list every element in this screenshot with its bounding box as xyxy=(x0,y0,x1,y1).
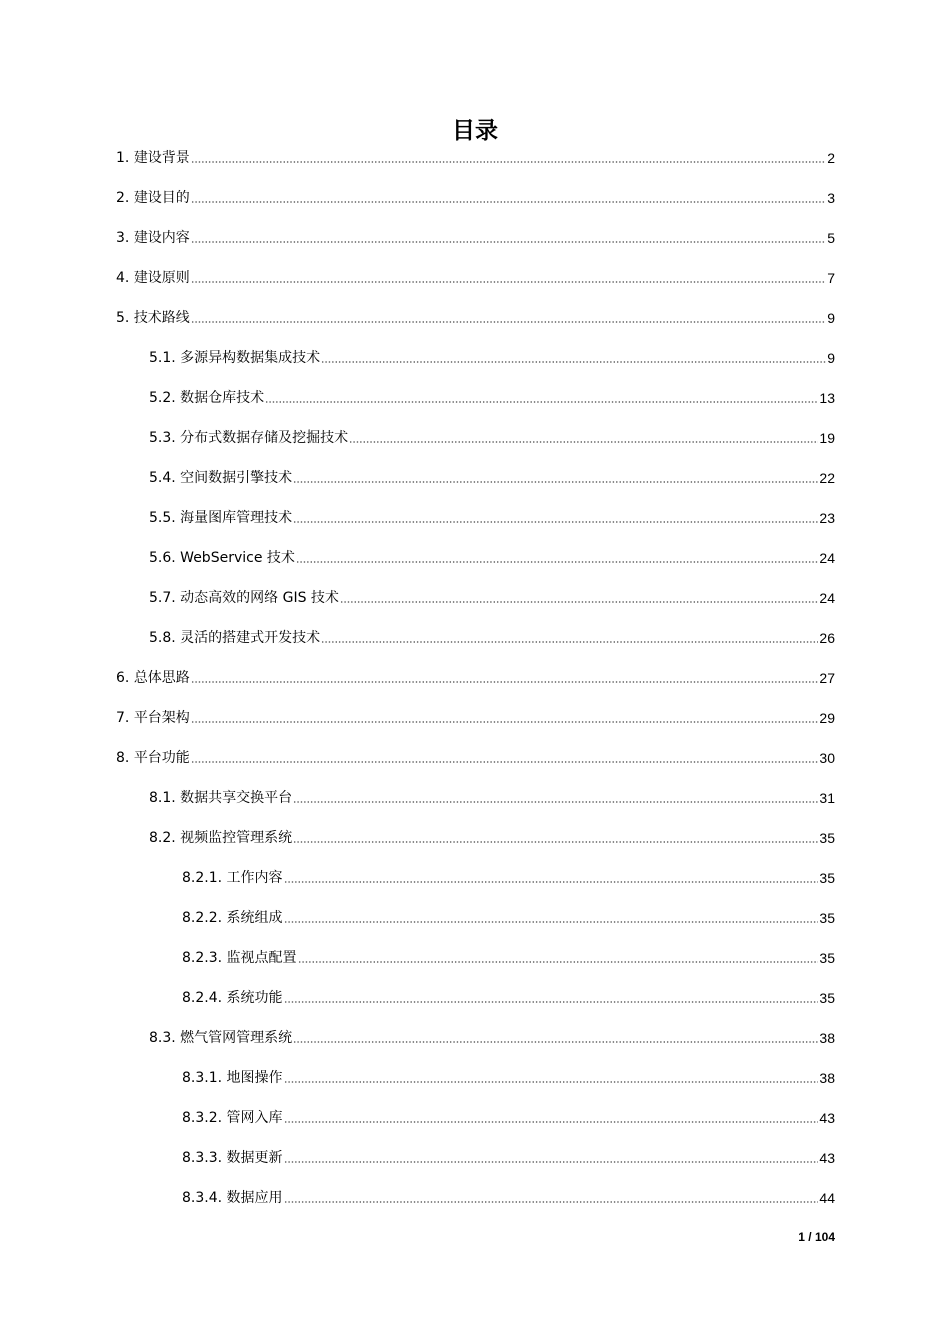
toc-entry-title: 系统功能 xyxy=(226,990,283,1006)
toc-entry-number: 8.3. xyxy=(149,1030,176,1046)
toc-entry-label xyxy=(116,149,190,167)
toc-entry-number: 8.3.1. xyxy=(182,1070,223,1086)
toc-page-number: 2 xyxy=(827,150,835,166)
toc-entry-number: 1. xyxy=(116,150,130,166)
toc-entry-number: 5.6. xyxy=(149,550,176,566)
dot-leader xyxy=(191,281,826,283)
toc-entry[interactable] xyxy=(182,943,835,967)
toc-entry-label xyxy=(116,229,190,247)
toc-entry-label xyxy=(182,1189,283,1207)
toc-page-number: 31 xyxy=(819,790,835,806)
toc-entry-label xyxy=(149,389,264,407)
toc-entry-number: 5.7. xyxy=(149,590,176,606)
toc-page-number: 35 xyxy=(819,910,835,926)
toc-entry-title: 监视点配置 xyxy=(226,950,297,966)
toc-entry-title: 数据更新 xyxy=(226,1150,283,1166)
toc-entry-label xyxy=(116,709,190,727)
toc-entry-number: 8.2.2. xyxy=(182,910,223,926)
toc-entry[interactable] xyxy=(116,303,835,327)
toc-page-number: 24 xyxy=(819,590,835,606)
toc-entry-number: 8.3.2. xyxy=(182,1110,223,1126)
toc-entry-title: 动态高效的网络 GIS 技术 xyxy=(180,590,339,606)
toc-entry-title: 数据共享交换平台 xyxy=(180,790,293,806)
toc-entry-label xyxy=(182,949,297,967)
dot-leader xyxy=(293,521,818,523)
dot-leader xyxy=(321,361,826,363)
dot-leader xyxy=(296,561,819,563)
toc-entry-number: 2. xyxy=(116,190,130,206)
toc-entry-label xyxy=(149,829,292,847)
toc-page-number: 9 xyxy=(827,310,835,326)
toc-page-number: 19 xyxy=(819,430,835,446)
toc-page-number: 44 xyxy=(819,1190,835,1206)
dot-leader xyxy=(321,641,818,643)
page-separator: / xyxy=(808,1230,812,1244)
toc-entry[interactable] xyxy=(149,463,835,487)
toc-entry[interactable] xyxy=(116,663,835,687)
dot-leader xyxy=(284,921,819,923)
toc-entry-label xyxy=(149,629,320,647)
toc-page-number: 35 xyxy=(819,990,835,1006)
dot-leader xyxy=(293,1041,818,1043)
toc-entry-number: 8.2. xyxy=(149,830,176,846)
toc-entry-title: WebService 技术 xyxy=(180,550,295,566)
dot-leader xyxy=(293,801,818,803)
toc-entry[interactable] xyxy=(149,423,835,447)
toc-entry-label xyxy=(149,1029,292,1047)
toc-entry-title: 建设原则 xyxy=(133,270,190,286)
toc-entry-number: 8.2.3. xyxy=(182,950,223,966)
toc-entry-label xyxy=(149,789,292,807)
toc-entry[interactable] xyxy=(149,623,835,647)
toc-entry-label xyxy=(149,469,292,487)
toc-entry[interactable] xyxy=(182,903,835,927)
dot-leader xyxy=(265,401,818,403)
toc-page-number: 26 xyxy=(819,630,835,646)
dot-leader xyxy=(293,481,818,483)
toc-entry-label xyxy=(116,669,190,687)
toc-page-number: 13 xyxy=(819,390,835,406)
toc-entry[interactable] xyxy=(182,1143,835,1167)
toc-entry[interactable] xyxy=(149,543,835,567)
toc-entry-label xyxy=(116,269,190,287)
dot-leader xyxy=(284,1121,819,1123)
toc-entry-title: 总体思路 xyxy=(133,670,190,686)
toc-entry[interactable] xyxy=(116,743,835,767)
toc-entry-number: 5.3. xyxy=(149,430,176,446)
dot-leader xyxy=(298,961,819,963)
toc-entry[interactable] xyxy=(149,383,835,407)
dot-leader xyxy=(191,681,819,683)
toc-entry-label xyxy=(116,309,190,327)
toc-entry-title: 灵活的搭建式开发技术 xyxy=(180,630,321,646)
toc-entry-label xyxy=(182,989,283,1007)
toc-entry-label xyxy=(116,189,190,207)
toc-entry-number: 6. xyxy=(116,670,130,686)
toc-entry-title: 数据仓库技术 xyxy=(180,390,265,406)
toc-page-number: 7 xyxy=(827,270,835,286)
toc-entry[interactable] xyxy=(149,583,835,607)
toc-page-number: 38 xyxy=(819,1070,835,1086)
toc-entry-number: 5.5. xyxy=(149,510,176,526)
toc-entry-title: 工作内容 xyxy=(226,870,283,886)
toc-entry-number: 4. xyxy=(116,270,130,286)
toc-entry-label xyxy=(182,909,283,927)
page-number-footer xyxy=(798,1230,835,1244)
toc-entry-title: 分布式数据存储及挖掘技术 xyxy=(180,430,349,446)
toc-entry-title: 燃气管网管理系统 xyxy=(180,1030,293,1046)
toc-entry-number: 5.1. xyxy=(149,350,176,366)
toc-entry[interactable] xyxy=(149,783,835,807)
toc-page-number: 9 xyxy=(827,350,835,366)
toc-entry-title: 系统组成 xyxy=(226,910,283,926)
dot-leader xyxy=(284,1081,819,1083)
toc-entry-number: 8.2.4. xyxy=(182,990,223,1006)
toc-entry-title: 建设背景 xyxy=(133,150,190,166)
toc-page-number: 3 xyxy=(827,190,835,206)
current-page-number: 1 xyxy=(798,1230,805,1244)
toc-entry-title: 建设内容 xyxy=(133,230,190,246)
toc-entry[interactable] xyxy=(116,223,835,247)
toc-page-number: 23 xyxy=(819,510,835,526)
toc-entry-number: 5.8. xyxy=(149,630,176,646)
dot-leader xyxy=(284,881,819,883)
toc-entry-number: 8.1. xyxy=(149,790,176,806)
dot-leader xyxy=(191,241,826,243)
toc-entry-title: 视频监控管理系统 xyxy=(180,830,293,846)
toc-entry-title: 地图操作 xyxy=(226,1070,283,1086)
dot-leader xyxy=(284,1201,819,1203)
toc-entry-label xyxy=(149,349,320,367)
toc-entry-number: 7. xyxy=(116,710,130,726)
toc-entry[interactable] xyxy=(116,183,835,207)
toc-page-number: 38 xyxy=(819,1030,835,1046)
toc-entry-title: 技术路线 xyxy=(133,310,190,326)
toc-entry-title: 建设目的 xyxy=(133,190,190,206)
toc-page-number: 30 xyxy=(819,750,835,766)
toc-entry-title: 海量图库管理技术 xyxy=(180,510,293,526)
toc-entry-label xyxy=(149,429,348,447)
toc-entry[interactable] xyxy=(182,863,835,887)
toc-entry[interactable] xyxy=(182,1183,835,1207)
dot-leader xyxy=(284,1001,819,1003)
toc-page-number: 35 xyxy=(819,950,835,966)
toc-page-number: 29 xyxy=(819,710,835,726)
toc-entry-label xyxy=(149,509,292,527)
toc-entry-number: 5.2. xyxy=(149,390,176,406)
toc-entry[interactable] xyxy=(182,983,835,1007)
dot-leader xyxy=(349,441,818,443)
toc-entry-number: 5. xyxy=(116,310,130,326)
dot-leader xyxy=(191,721,819,723)
toc-entry[interactable] xyxy=(116,143,835,167)
toc-entry-label xyxy=(149,589,339,607)
toc-entry[interactable] xyxy=(149,1023,835,1047)
toc-entry-label xyxy=(182,1109,283,1127)
toc-entry[interactable] xyxy=(182,1103,835,1127)
toc-entry-title: 多源异构数据集成技术 xyxy=(180,350,321,366)
toc-entry[interactable] xyxy=(182,1063,835,1087)
dot-leader xyxy=(191,161,826,163)
dot-leader xyxy=(293,841,818,843)
toc-entry[interactable] xyxy=(149,823,835,847)
toc-entry-number: 8. xyxy=(116,750,130,766)
toc-entry-title: 平台架构 xyxy=(133,710,190,726)
toc-entry-number: 8.3.3. xyxy=(182,1150,223,1166)
toc-page-number: 35 xyxy=(819,830,835,846)
toc-entry-title: 数据应用 xyxy=(226,1190,283,1206)
toc-page-number: 43 xyxy=(819,1110,835,1126)
toc-page-number: 43 xyxy=(819,1150,835,1166)
toc-entry-number: 8.2.1. xyxy=(182,870,223,886)
toc-entry-number: 8.3.4. xyxy=(182,1190,223,1206)
toc-entry-title: 空间数据引擎技术 xyxy=(180,470,293,486)
dot-leader xyxy=(191,321,826,323)
toc-page-number: 35 xyxy=(819,870,835,886)
toc-entry-label xyxy=(182,869,283,887)
dot-leader xyxy=(191,201,826,203)
toc-entry-label xyxy=(116,749,190,767)
total-pages: 104 xyxy=(814,1230,835,1244)
toc-entry-label xyxy=(149,549,295,567)
dot-leader xyxy=(284,1161,819,1163)
toc-entry-number: 3. xyxy=(116,230,130,246)
toc-page-number: 24 xyxy=(819,550,835,566)
toc-entry-label xyxy=(182,1149,283,1167)
toc-title: 目录 xyxy=(452,118,498,144)
toc-entry[interactable] xyxy=(116,263,835,287)
toc-entry[interactable] xyxy=(116,703,835,727)
toc-entry[interactable] xyxy=(149,503,835,527)
toc-entry[interactable] xyxy=(149,343,835,367)
toc-page-number: 27 xyxy=(819,670,835,686)
toc-entry-title: 平台功能 xyxy=(133,750,190,766)
toc-page-number: 22 xyxy=(819,470,835,486)
dot-leader xyxy=(191,761,819,763)
dot-leader xyxy=(340,601,818,603)
toc-entry-label xyxy=(182,1069,283,1087)
toc-entry-title: 管网入库 xyxy=(226,1110,283,1126)
toc-entry-number: 5.4. xyxy=(149,470,176,486)
toc-page-number: 5 xyxy=(827,230,835,246)
